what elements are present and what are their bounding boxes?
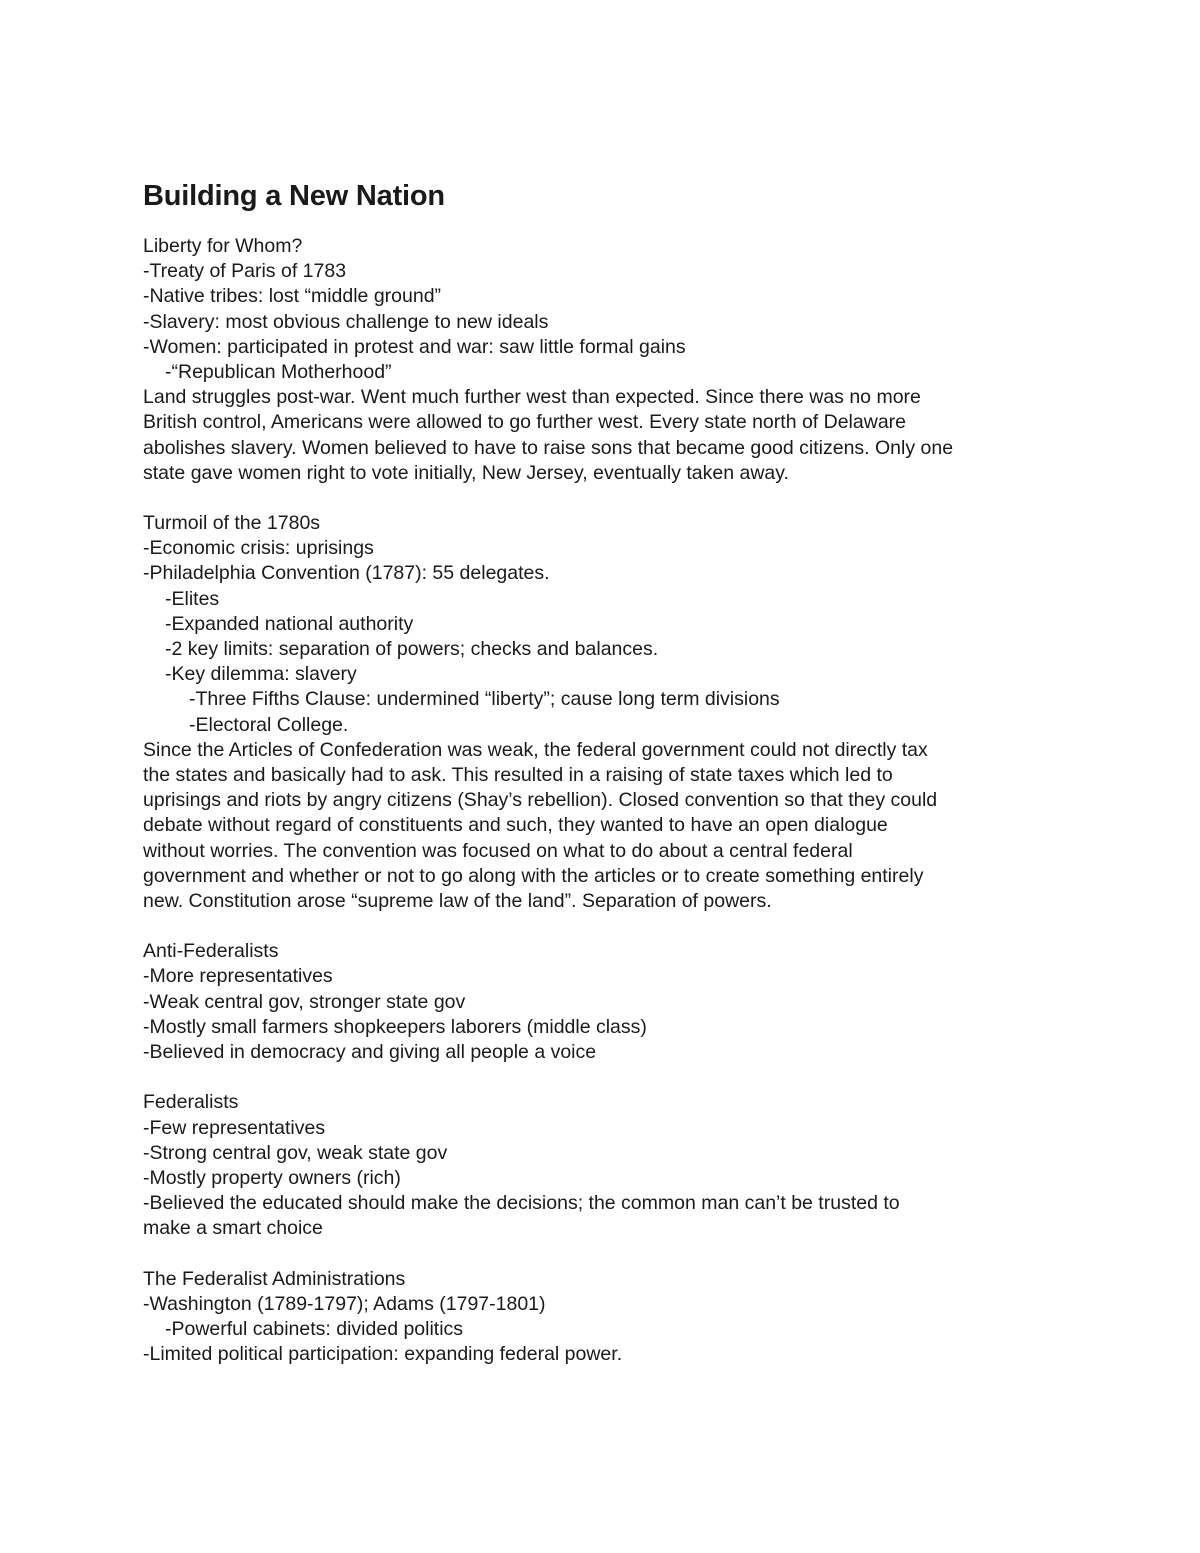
bullet-line: -Limited political participation: expanding federal power. — [143, 1343, 623, 1366]
notes-section — [143, 939, 1103, 1065]
document-title: Building a New Nation — [143, 180, 445, 212]
bullet-line: -Mostly small farmers shopkeepers laborers (middle class) — [143, 1015, 647, 1038]
bullet-line: -Slavery: most obvious challenge to new ideals — [143, 310, 549, 333]
bullet-line: -Washington (1789-1797); Adams (1797-1801) — [143, 1292, 546, 1315]
bullet-line: -Key dilemma: slavery — [165, 663, 357, 686]
section-heading: Liberty for Whom? — [143, 235, 303, 257]
notes-section — [143, 1267, 1103, 1368]
bullet-line: -Weak central gov, stronger state gov — [143, 990, 466, 1013]
section-heading: Anti-Federalists — [143, 940, 279, 963]
bullet-line: -Electoral College. — [189, 713, 349, 736]
bullet-line: -Economic crisis: uprisings — [143, 537, 374, 560]
bullet-line: -Philadelphia Convention (1787): 55 delegates. — [143, 562, 550, 585]
bullet-line: -Expanded national authority — [165, 612, 414, 635]
section-heading: Federalists — [143, 1091, 239, 1114]
notes-section — [143, 511, 1103, 914]
section-heading: Turmoil of the 1780s — [143, 512, 321, 535]
bullet-line: -More representatives — [143, 965, 333, 988]
bullet-line: -Believed in democracy and giving all people a voice — [143, 1041, 597, 1064]
bullet-line: -Believed the educated should make the decisions; the common man can’t be trusted to — [143, 1192, 900, 1215]
bullet-line: -Powerful cabinets: divided politics — [165, 1317, 464, 1340]
summary-paragraph: Since the Articles of Confederation was weak, the federal government could not directly tax the states and basically had to ask. This resulted in a raising of state taxes which led to uprisings and riots by angry citizens (Shay’s rebellion). Closed convention so that they could debate without regard of constituents and such, they wanted to have an open dialogue without worries. The convention was focused on what to do about a central federal government and whether or not to go along with the articles or to create something entirely new. Constitution arose “supreme law of the land”. Separation of powers. — [143, 738, 938, 913]
bullet-line: -Treaty of Paris of 1783 — [143, 260, 347, 283]
summary-paragraph: Land struggles post-war. Went much further west than expected. Since there was no more British control, Americans were allowed to go further west. Every state north of Delaware abolishes slavery. Women believed to have to raise sons that became good citizens. Only one state gave women right to vote initially, New Jersey, eventually taken away. — [143, 386, 954, 484]
bullet-line: -“Republican Motherhood” — [165, 361, 392, 384]
bullet-line: -Strong central gov, weak state gov — [143, 1141, 448, 1164]
notes-section — [143, 1090, 1103, 1241]
bullet-line: -Native tribes: lost “middle ground” — [143, 285, 442, 308]
bullet-line: -Three Fifths Clause: undermined “liberty”; cause long term divisions — [189, 688, 780, 711]
section-heading: The Federalist Administrations — [143, 1267, 406, 1290]
bullet-line: make a smart choice — [143, 1217, 323, 1240]
bullet-line: -Few representatives — [143, 1116, 326, 1139]
notes-section — [143, 234, 1103, 486]
bullet-line: -Women: participated in protest and war: saw little formal gains — [143, 335, 686, 358]
document-page — [143, 178, 1103, 1392]
document-body — [143, 234, 1103, 1367]
bullet-line: -Mostly property owners (rich) — [143, 1166, 401, 1189]
bullet-line: -Elites — [165, 587, 220, 610]
bullet-line: -2 key limits: separation of powers; checks and balances. — [165, 638, 659, 661]
